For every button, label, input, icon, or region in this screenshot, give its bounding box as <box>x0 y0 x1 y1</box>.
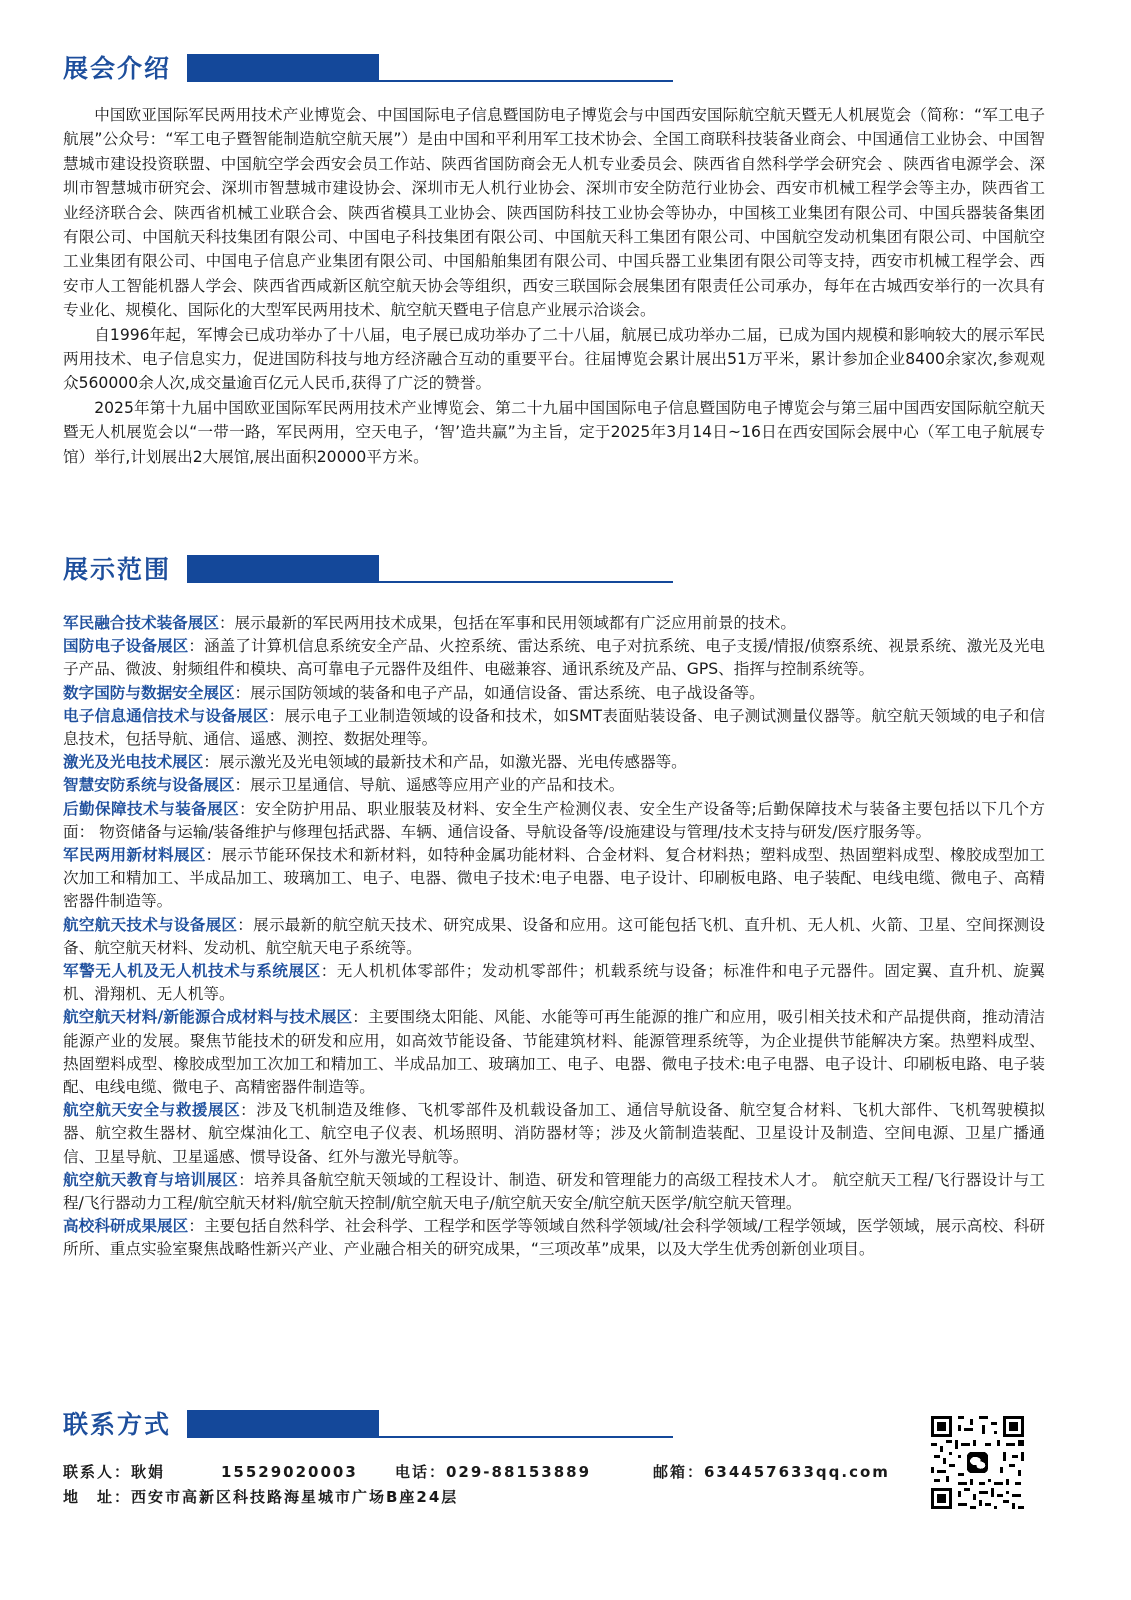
scope-item-label: 航空航天技术与设备展区 <box>63 915 238 934</box>
contact-mobile[interactable]: 15529020003 <box>221 1463 358 1481</box>
scope-item <box>63 751 1045 774</box>
qr-code-icon <box>931 1416 1024 1509</box>
intro-paragraph: 2025年第十九届中国欧亚国际军民两用技术产业博览会、第二十九届中国国际电子信息暨国防电子博览会与第三届中国西安国际航空航天暨无人机展览会以“一带一路，军民两用，空天电子，‘智’造共赢”为主旨，定于2025年3月14日~16日在西安国际会展中心（军工电子航展专馆）举行,计划展出2大展馆,展出面积20000平方米。 <box>63 398 1045 466</box>
scope-item <box>63 1099 1045 1169</box>
scope-item-label: 军民融合技术装备展区 <box>63 614 219 632</box>
scope-item-label: 智慧安防系统与设备展区 <box>63 776 235 795</box>
scope-list <box>63 612 1045 1262</box>
intro-text <box>63 103 1045 469</box>
section-title-scope: 展示范围 <box>63 555 172 584</box>
scope-item-label: 激光及光电技术展区 <box>63 753 204 772</box>
scope-item-text: ：安全防护用品、职业服装及材料、安全生产检测仪表、安全生产设备等;后勤保障技术与装备主要包括以下几个方面： 物资储备与运输/装备维护与修理包括武器、车辆、通信设备、导航设备等/设施建设与管理/技术支持与研发/医疗服务等。 <box>63 799 1045 841</box>
scope-item-label: 军民两用新材料展区 <box>63 846 206 865</box>
scope-item-text: ：展示电子工业制造领域的设备和技术，如SMT表面贴装设备、电子测试测量仪器等。航空航天领域的电子和信息技术，包括导航、通信、遥感、测控、数据处理等。 <box>63 706 1045 749</box>
scope-item-label: 数字国防与数据安全展区 <box>63 683 235 702</box>
scope-item <box>63 1006 1045 1099</box>
scope-item-label: 军警无人机及无人机技术与系统展区 <box>63 962 321 981</box>
contact-row <box>63 1485 923 1510</box>
scope-item <box>63 798 1045 844</box>
scope-item-label: 航空航天安全与救援展区 <box>63 1101 241 1120</box>
scope-item <box>63 914 1045 960</box>
section-header-contact <box>63 1408 673 1446</box>
section-title-intro: 展会介绍 <box>63 54 172 83</box>
section-header-scope <box>63 553 673 591</box>
scope-item-text: ：涉及飞机制造及维修、飞机零部件及机载设备加工、通信导航设备、航空复合材料、飞机大部件、飞机驾驶模拟器、航空救生器材、航空煤油化工、航空电子仪表、机场照明、消防器材等；涉及火箭制造装配、卫星设计及制造、空间电源、卫星广播通信、卫星导航、卫星遥感、惯导设备、红外与激光导航等。 <box>63 1101 1045 1166</box>
scope-item-label: 电子信息通信技术与设备展区 <box>63 706 269 725</box>
scope-item-text: ：展示节能环保技术和新材料，如特种金属功能材料、合金材料、复合材料热；塑料成型、热固塑料成型、橡胶成型加工次加工和精加工、半成品加工、玻璃加工、电子、电器、微电子技术:电子电器、电子设计、印刷板电路、电子装配、电线电缆、微电子、高精密器件制造等。 <box>63 846 1045 911</box>
intro-paragraph: 中国欧亚国际军民两用技术产业博览会、中国国际电子信息暨国防电子博览会与中国西安国际航空航天暨无人机展览会（简称：“军工电子航展”公众号：“军工电子暨智能制造航空航天展”）是由中国和平利用军工技术协会、全国工商联科技装备业商会、中国通信工业协会、中国智慧城市建设投资联盟、中国航空学会西安会员工作站、陕西省国防商会无人机专业委员会、陕西省自然科学学会研究会 、陕西省电源学会、深圳市智慧城市研究会、深圳市智慧城市建设协会、深圳市无人机行业协会、深圳市安全防范行业协会、西安市机械工程学会等主办，陕西省工业经济联合会、陕西省机械工业联合会、陕西省模具工业协会、陕西国防科技工业协会等协办，中国核工业集团有限公司、中国兵器装备集团有限公司、中国航天科技集团有限公司、中国电子科技集团有限公司、中国航天科工集团有限公司、中国航空发动机集团有限公司、中国航空工业集团有限公司、中国电子信息产业集团有限公司、中国船舶集团有限公司、中国兵器工业集团有限公司等支持，西安市机械工程学会、西安市人工智能机器人学会、陕西省西咸新区航空航天协会等组织，西安三联国际会展集团有限责任公司承办，每年在古城西安举行的一次具有专业化、规模化、国际化的大型军民两用技术、航空航天暨电子信息产业展示洽谈会。 <box>63 106 1045 320</box>
scope-item-text: ：展示最新的航空航天技术、研究成果、设备和应用。这可能包括飞机、直升机、无人机、火箭、卫星、空间探测设备、航空航天材料、发动机、航空航天电子系统等。 <box>63 915 1045 957</box>
section-bar <box>187 1410 379 1438</box>
scope-item-label: 后勤保障技术与装备展区 <box>63 799 240 818</box>
scope-item <box>63 1215 1045 1261</box>
contact-email[interactable]: 邮箱：634457633qq.com <box>653 1463 890 1481</box>
contact-address: 地 址：西安市高新区科技路海星城市广场B座24层 <box>63 1488 459 1506</box>
scope-item-text: ：展示激光及光电领域的最新技术和产品，如激光器、光电传感器等。 <box>203 753 687 772</box>
section-bar <box>187 555 379 583</box>
contact-phone[interactable]: 电话：029-88153889 <box>395 1463 592 1481</box>
intro-paragraph: 自1996年起，军博会已成功举办了十八届，电子展已成功举办了二十八届，航展已成功举办二届，已成为国内规模和影响较大的展示军民两用技术、电子信息实力，促进国防科技与地方经济融合互动的重要平台。往届博览会累计展出51万平米，累计参加企业8400余家次,参观观众560000余人次,成交量逾百亿元人民币,获得了广泛的赞誉。 <box>63 325 1045 393</box>
scope-item <box>63 774 1045 797</box>
scope-item <box>63 705 1045 751</box>
scope-item-text: ：展示卫星通信、导航、遥感等应用产业的产品和技术。 <box>234 776 625 795</box>
scope-item-label: 航空航天材料/新能源合成材料与技术展区 <box>63 1008 353 1027</box>
scope-item-text: ：涵盖了计算机信息系统安全产品、火控系统、雷达系统、电子对抗系统、电子支援/情报/侦察系统、视景系统、激光及光电子产品、微波、射频组件和模块、高可靠电子元器件及组件、电磁兼容、通讯系统及产品、GPS、指挥与控制系统等。 <box>63 637 1045 679</box>
section-bar <box>187 54 379 82</box>
scope-item-text: ：展示国防领域的装备和电子产品，如通信设备、雷达系统、电子战设备等。 <box>234 683 765 702</box>
scope-item <box>63 844 1045 914</box>
scope-item <box>63 682 1045 705</box>
scope-item-text: ：培养具备航空航天领域的工程设计、制造、研发和管理能力的高级工程技术人才。 航空航天工程/飞行器设计与工程/飞行器动力工程/航空航天材料/航空航天控制/航空航天电子/航空航天安全/航空航天医学/航空航天管理。 <box>63 1170 1045 1213</box>
section-rule <box>187 80 673 82</box>
section-rule <box>187 1436 673 1438</box>
scope-item-text: ：展示最新的军民两用技术成果，包括在军事和民用领域都有广泛应用前景的技术。 <box>218 614 796 632</box>
scope-item <box>63 635 1045 681</box>
section-header-intro <box>63 52 673 90</box>
scope-item-text: ：主要围绕太阳能、风能、水能等可再生能源的推广和应用，吸引相关技术和产品提供商，推动清洁能源产业的发展。聚焦节能技术的研发和应用，如高效节能设备、节能建筑材料、能源管理系统等，为企业提供节能解决方案。热塑料成型、热固塑料成型、橡胶成型加工次加工和精加工、半成品加工、玻璃加工、电子、电器、微电子技术:电子电器、电子设计、印刷板电路、电子装配、电线电缆、微电子、高精密器件制造等。 <box>63 1008 1045 1097</box>
contact-person: 联系人：耿娟 <box>63 1463 166 1481</box>
scope-item-label: 航空航天教育与培训展区 <box>63 1170 239 1189</box>
contact-row <box>63 1460 923 1485</box>
scope-item <box>63 612 1045 635</box>
scope-item <box>63 960 1045 1006</box>
scope-item-text: ：主要包括自然科学、社会科学、工程学和医学等领域自然科学领域/社会科学领域/工程学领域，医学领域，展示高校、科研所所、重点实验室聚焦战略性新兴产业、产业融合相关的研究成果，“三项改革”成果，以及大学生优秀创新创业项目。 <box>63 1217 1045 1259</box>
section-rule <box>187 581 673 583</box>
scope-item-text: ：无人机机体零部件；发动机零部件；机载系统与设备；标准件和电子元器件。固定翼、直升机、旋翼机、滑翔机、无人机等。 <box>63 962 1045 1004</box>
scope-item-label: 国防电子设备展区 <box>63 637 189 656</box>
section-title-contact: 联系方式 <box>63 1410 172 1439</box>
scope-item-label: 高校科研成果展区 <box>63 1217 189 1236</box>
contact-block <box>63 1460 923 1510</box>
scope-item <box>63 1169 1045 1215</box>
